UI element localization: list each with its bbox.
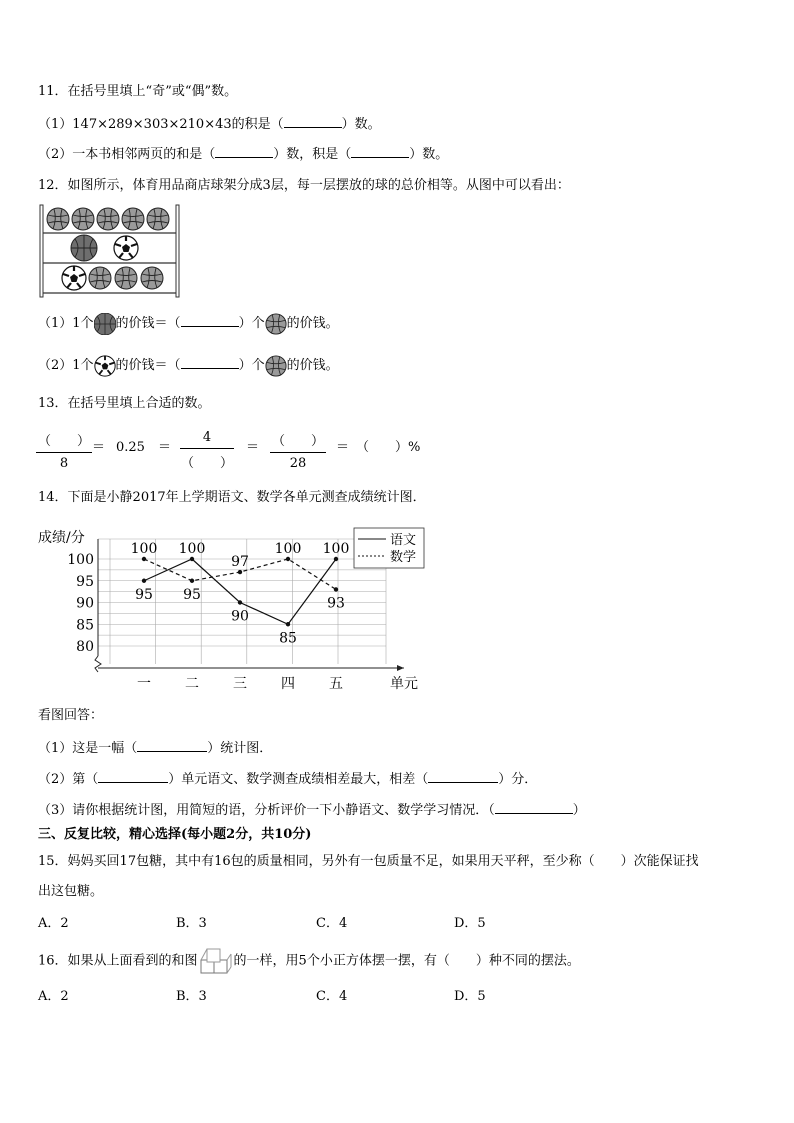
- data-label: 100: [274, 541, 302, 557]
- q12-blank-1[interactable]: [181, 315, 239, 327]
- x-tick-label: 一: [137, 676, 151, 692]
- q16-option-b[interactable]: B．3: [176, 989, 207, 1004]
- q14-part1: （1）这是一幅（ ）统计图．: [38, 741, 273, 756]
- data-point: [286, 622, 290, 626]
- data-point: [142, 579, 146, 583]
- q14-part2: （2）第（ ）单元语文、数学测查成绩相差最大，相差（ ）分．: [38, 772, 538, 787]
- legend-label: 语文: [390, 533, 417, 548]
- data-point: [142, 557, 146, 561]
- basketball-icon: [94, 313, 116, 335]
- q14-part3: （3）请你根据统计图，用简短的语，分析评价一下小静语文、数学学习情况．（ ）: [38, 803, 586, 818]
- q12-part2: （2）1个 的价钱＝（ ）个 的价钱。: [38, 354, 339, 378]
- q11-part1: （1）147×289×303×210×43的积是（ ）数。: [38, 117, 381, 132]
- axis-break: [95, 656, 101, 672]
- q11-blank-1[interactable]: [284, 116, 342, 128]
- data-point: [286, 557, 290, 561]
- q14-look: 看图回答：: [38, 708, 104, 723]
- q12-blank-2[interactable]: [181, 357, 239, 369]
- q14-blank-3[interactable]: [428, 771, 498, 783]
- data-point: [238, 570, 242, 574]
- q15-option-d[interactable]: D．5: [454, 916, 486, 931]
- q15-option-b[interactable]: B．3: [176, 916, 207, 931]
- data-label: 93: [327, 595, 345, 612]
- volleyball-icon: [265, 355, 287, 377]
- x-tick-label: 四: [281, 676, 295, 692]
- chart-legend: [354, 528, 424, 568]
- data-label: 95: [183, 586, 201, 603]
- ball-rack-figure: [38, 203, 182, 299]
- equals-sign: ＝: [158, 440, 172, 455]
- q11-part2: （2）一本书相邻两页的和是（ ）数，积是（ ）数。: [38, 147, 449, 162]
- data-label: 95: [135, 586, 153, 603]
- data-point: [334, 587, 338, 591]
- equals-sign: ＝: [92, 440, 106, 455]
- data-label: 100: [130, 541, 158, 557]
- fraction-3: [270, 430, 326, 471]
- data-label: 100: [322, 541, 350, 557]
- volleyball-icon: [265, 313, 287, 335]
- equals-sign: ＝: [336, 440, 350, 455]
- soccer-ball-icon: [94, 355, 116, 377]
- y-tick-label: 90: [76, 595, 94, 612]
- fraction-3-denominator: 28: [289, 456, 307, 471]
- fraction-2-numerator: 4: [202, 430, 212, 445]
- q13-title: 13．在括号里填上合适的数。: [38, 396, 211, 411]
- y-axis-label: 成绩/分: [38, 530, 85, 546]
- q15-line1: 15．妈妈买回17包糖，其中有16包的质量相同，另外有一包质量不足，如果用天平秤，至少称（ ）次能保证找: [38, 854, 699, 869]
- data-label: 90: [231, 608, 249, 625]
- x-tick-label: 五: [329, 676, 343, 692]
- q14-blank-1[interactable]: [137, 740, 207, 752]
- q16-question: 16．如果从上面看到的和图 的一样，用5个小正方体摆一摆，有（ ）种不同的摆法。: [38, 946, 580, 976]
- q12-part1: （1）1个 的价钱＝（ ）个 的价钱。: [38, 312, 339, 336]
- x-axis-label: 单元: [390, 676, 418, 692]
- fraction-1-denominator: 8: [59, 456, 69, 471]
- q14-blank-2[interactable]: [98, 771, 168, 783]
- equals-sign: ＝: [246, 440, 260, 455]
- q15-option-a[interactable]: A．2: [38, 916, 69, 931]
- q15-line2: 出这包糖。: [38, 884, 104, 899]
- x-tick-label: 二: [185, 676, 199, 692]
- q16-option-a[interactable]: A．2: [38, 989, 69, 1004]
- q14-title: 14．下面是小静2017年上学期语文、数学各单元测查成绩统计图．: [38, 490, 426, 505]
- chart-data-labels: [131, 541, 350, 646]
- x-tick-label: 三: [233, 676, 247, 692]
- q11-blank-3[interactable]: [351, 146, 409, 158]
- score-line-chart: [36, 524, 426, 694]
- percent-blank[interactable]: （ ）%: [356, 440, 421, 455]
- data-point: [238, 600, 242, 604]
- y-tick-label: 80: [76, 639, 94, 655]
- y-tick-label: 85: [76, 617, 94, 634]
- q12-title: 12．如图所示，体育用品商店球架分成3层，每一层摆放的球的总价相等。从图中可以看出：: [38, 178, 570, 193]
- q16-option-d[interactable]: D．5: [454, 989, 486, 1004]
- q11-title: 11．在括号里填上“奇”或“偶”数。: [38, 84, 238, 99]
- decimal-value: 0.25: [116, 440, 145, 455]
- fraction-1: [36, 430, 92, 471]
- q11-blank-2[interactable]: [215, 146, 273, 158]
- data-point: [334, 557, 338, 561]
- data-label: 100: [178, 541, 206, 557]
- y-tick-label: 95: [76, 573, 94, 590]
- y-tick-label: 100: [67, 552, 94, 568]
- x-axis-arrow: [397, 665, 404, 671]
- legend-label: 数学: [390, 550, 417, 565]
- q15-option-c[interactable]: C．4: [316, 916, 348, 931]
- data-point: [190, 557, 194, 561]
- q14-blank-4[interactable]: [495, 802, 573, 814]
- section-3-heading: 三、反复比较，精心选择(每小题2分，共10分): [38, 827, 312, 842]
- data-point: [190, 579, 194, 583]
- fraction-1-numerator[interactable]: （ ）: [37, 434, 90, 449]
- q16-option-c[interactable]: C．4: [316, 989, 348, 1004]
- fraction-2-denominator[interactable]: （ ）: [180, 456, 233, 471]
- cube-figure-icon: [198, 946, 234, 976]
- fraction-2: [180, 430, 234, 471]
- data-label: 97: [231, 554, 249, 571]
- data-label: 85: [279, 630, 297, 647]
- fraction-3-numerator[interactable]: （ ）: [271, 434, 324, 449]
